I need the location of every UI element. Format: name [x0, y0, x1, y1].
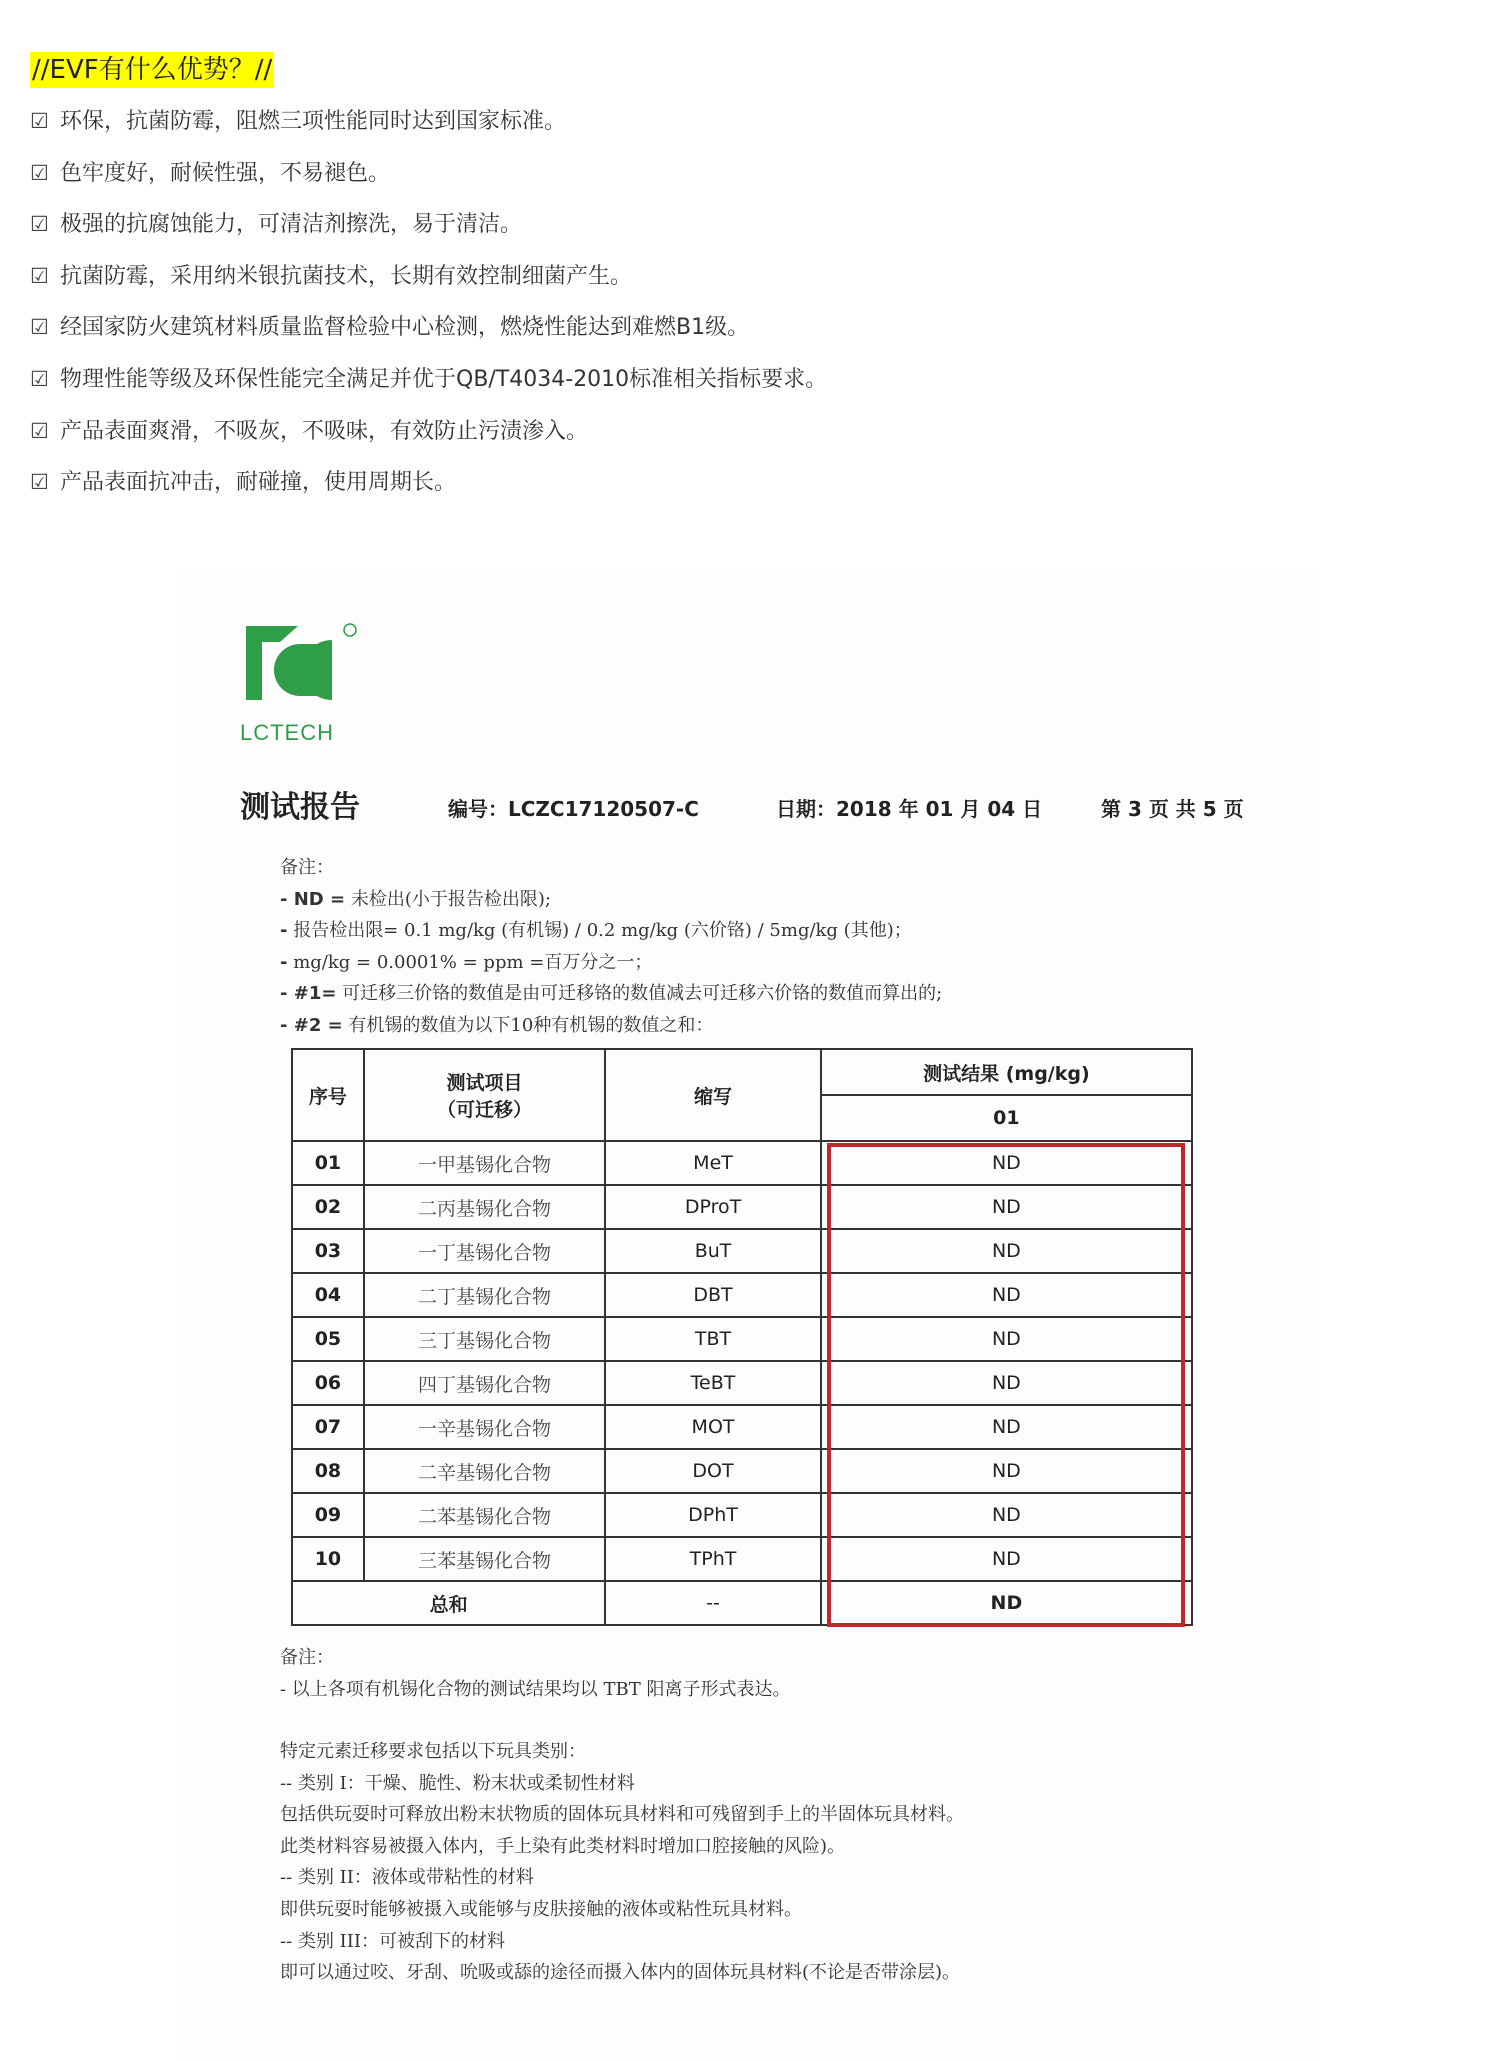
table-total-row: 总和 -- ND [292, 1581, 1192, 1625]
list-item [30, 203, 827, 255]
report-date: 日期：2018 年 01 月 04 日 [776, 797, 1043, 821]
report-page: 第 3 页 共 5 页 [1101, 797, 1244, 821]
table-row: 05 三丁基锡化合物 TBT ND [292, 1317, 1192, 1361]
header-sample: 01 [821, 1095, 1192, 1141]
feature-text: 色牢度好，耐候性强，不易褪色。 [60, 160, 391, 186]
checkbox-icon: ☑ [30, 160, 49, 185]
lctech-logo-icon [240, 620, 360, 720]
feature-text: 产品表面爽滑，不吸灰，不吸味，有效防止污渍渗入。 [60, 418, 589, 444]
logo-text: LCTECH [240, 720, 335, 745]
checkbox-icon: ☑ [30, 366, 49, 391]
remark-title: 备注： [280, 1647, 334, 1668]
results-table [291, 1048, 1193, 1626]
checkbox-icon: ☑ [30, 470, 49, 495]
checkbox-icon: ☑ [30, 212, 49, 237]
table-row: 02 二丙基锡化合物 DProT ND [292, 1185, 1192, 1229]
list-item [30, 306, 827, 358]
note-line: - mg/kg = 0.0001% = ppm =百万分之一； [280, 951, 653, 973]
table-row: 07 一辛基锡化合物 MOT ND [292, 1405, 1192, 1449]
toy-line: 即可以通过咬、牙刮、吮吸或舔的途径而摄入体内的固体玩具材料(不论是否带涂层)。 [280, 1962, 961, 1984]
list-item [30, 152, 827, 204]
notes [280, 852, 942, 1041]
header-serial: 序号 [292, 1049, 364, 1141]
note-line: - #1= 可迁移三价铬的数值是由可迁移铬的数值减去可迁移六价铬的数值而算出的; [280, 983, 943, 1004]
report-number: 编号：LCZC17120507-C [448, 797, 699, 821]
header-result: 测试结果 (mg/kg) [821, 1049, 1192, 1095]
toy-line: 此类材料容易被摄入体内，手上染有此类材料时增加口腔接触的风险)。 [280, 1835, 846, 1857]
test-report-image [176, 568, 1320, 2061]
list-item [30, 461, 827, 513]
table-row: 04 二丁基锡化合物 DBT ND [292, 1273, 1192, 1317]
feature-text: 极强的抗腐蚀能力，可清洁剂擦洗，易于清洁。 [60, 212, 523, 238]
toy-line: -- 类别 I：干燥、脆性、粉末状或柔韧性材料 [280, 1772, 635, 1794]
toy-line: -- 类别 III：可被刮下的材料 [280, 1930, 505, 1952]
feature-text: 产品表面抗冲击，耐碰撞，使用周期长。 [60, 470, 457, 496]
report-title: 测试报告 [240, 790, 360, 825]
feature-text: 环保，抗菌防霉，阻燃三项性能同时达到国家标准。 [60, 109, 567, 134]
remark-text: - 以上各项有机锡化合物的测试结果均以 TBT 阳离子形式表达。 [280, 1678, 791, 1700]
list-item [30, 410, 827, 462]
feature-text: 抗菌防霉，采用纳米银抗菌技术，长期有效控制细菌产生。 [60, 263, 633, 289]
note-line: - 报告检出限= 0.1 mg/kg (有机锡) / 0.2 mg/kg (六价铬) / 5mg/kg (其他)； [280, 920, 912, 941]
table-row: 08 二辛基锡化合物 DOT ND [292, 1449, 1192, 1493]
table-row: 10 三苯基锡化合物 TPhT ND [292, 1537, 1192, 1581]
toy-category-notes [280, 1736, 964, 1989]
header-abbr: 缩写 [605, 1049, 821, 1141]
notes-title: 备注： [280, 857, 334, 878]
checkbox-icon: ☑ [30, 263, 49, 288]
toy-line: 即供玩耍时能够被摄入或能够与皮肤接触的液体或粘性玩具材料。 [280, 1898, 802, 1920]
toy-line: 包括供玩耍时可释放出粉末状物质的固体玩具材料和可残留到手上的半固体玩具材料。 [280, 1804, 964, 1826]
table-row: 01 一甲基锡化合物 MeT ND [292, 1141, 1192, 1185]
note-line: - ND = 未检出(小于报告检出限); [280, 888, 551, 910]
checkbox-icon: ☑ [30, 109, 49, 133]
checkbox-icon: ☑ [30, 315, 49, 340]
table-row: 09 二苯基锡化合物 DPhT ND [292, 1493, 1192, 1537]
list-item [30, 255, 827, 307]
feature-text: 经国家防火建筑材料质量监督检验中心检测，燃烧性能达到难燃B1级。 [60, 315, 750, 341]
checkbox-icon: ☑ [30, 418, 49, 443]
toy-line: 特定元素迁移要求包括以下玩具类别： [280, 1741, 586, 1762]
header-item: 测试项目 （可迁移） [364, 1049, 605, 1141]
note-line: - #2 = 有机锡的数值为以下10种有机锡的数值之和： [280, 1014, 714, 1036]
feature-text: 物理性能等级及环保性能完全满足并优于QB/T4034-2010标准相关指标要求。 [60, 366, 828, 392]
remark [280, 1642, 790, 1705]
list-item [30, 100, 827, 152]
feature-list [30, 100, 827, 513]
section-heading: //EVF有什么优势？// [30, 52, 274, 88]
toy-line: -- 类别 II：液体或带粘性的材料 [280, 1867, 534, 1889]
list-item [30, 358, 827, 410]
table-row: 03 一丁基锡化合物 BuT ND [292, 1229, 1192, 1273]
table-row: 06 四丁基锡化合物 TeBT ND [292, 1361, 1192, 1405]
